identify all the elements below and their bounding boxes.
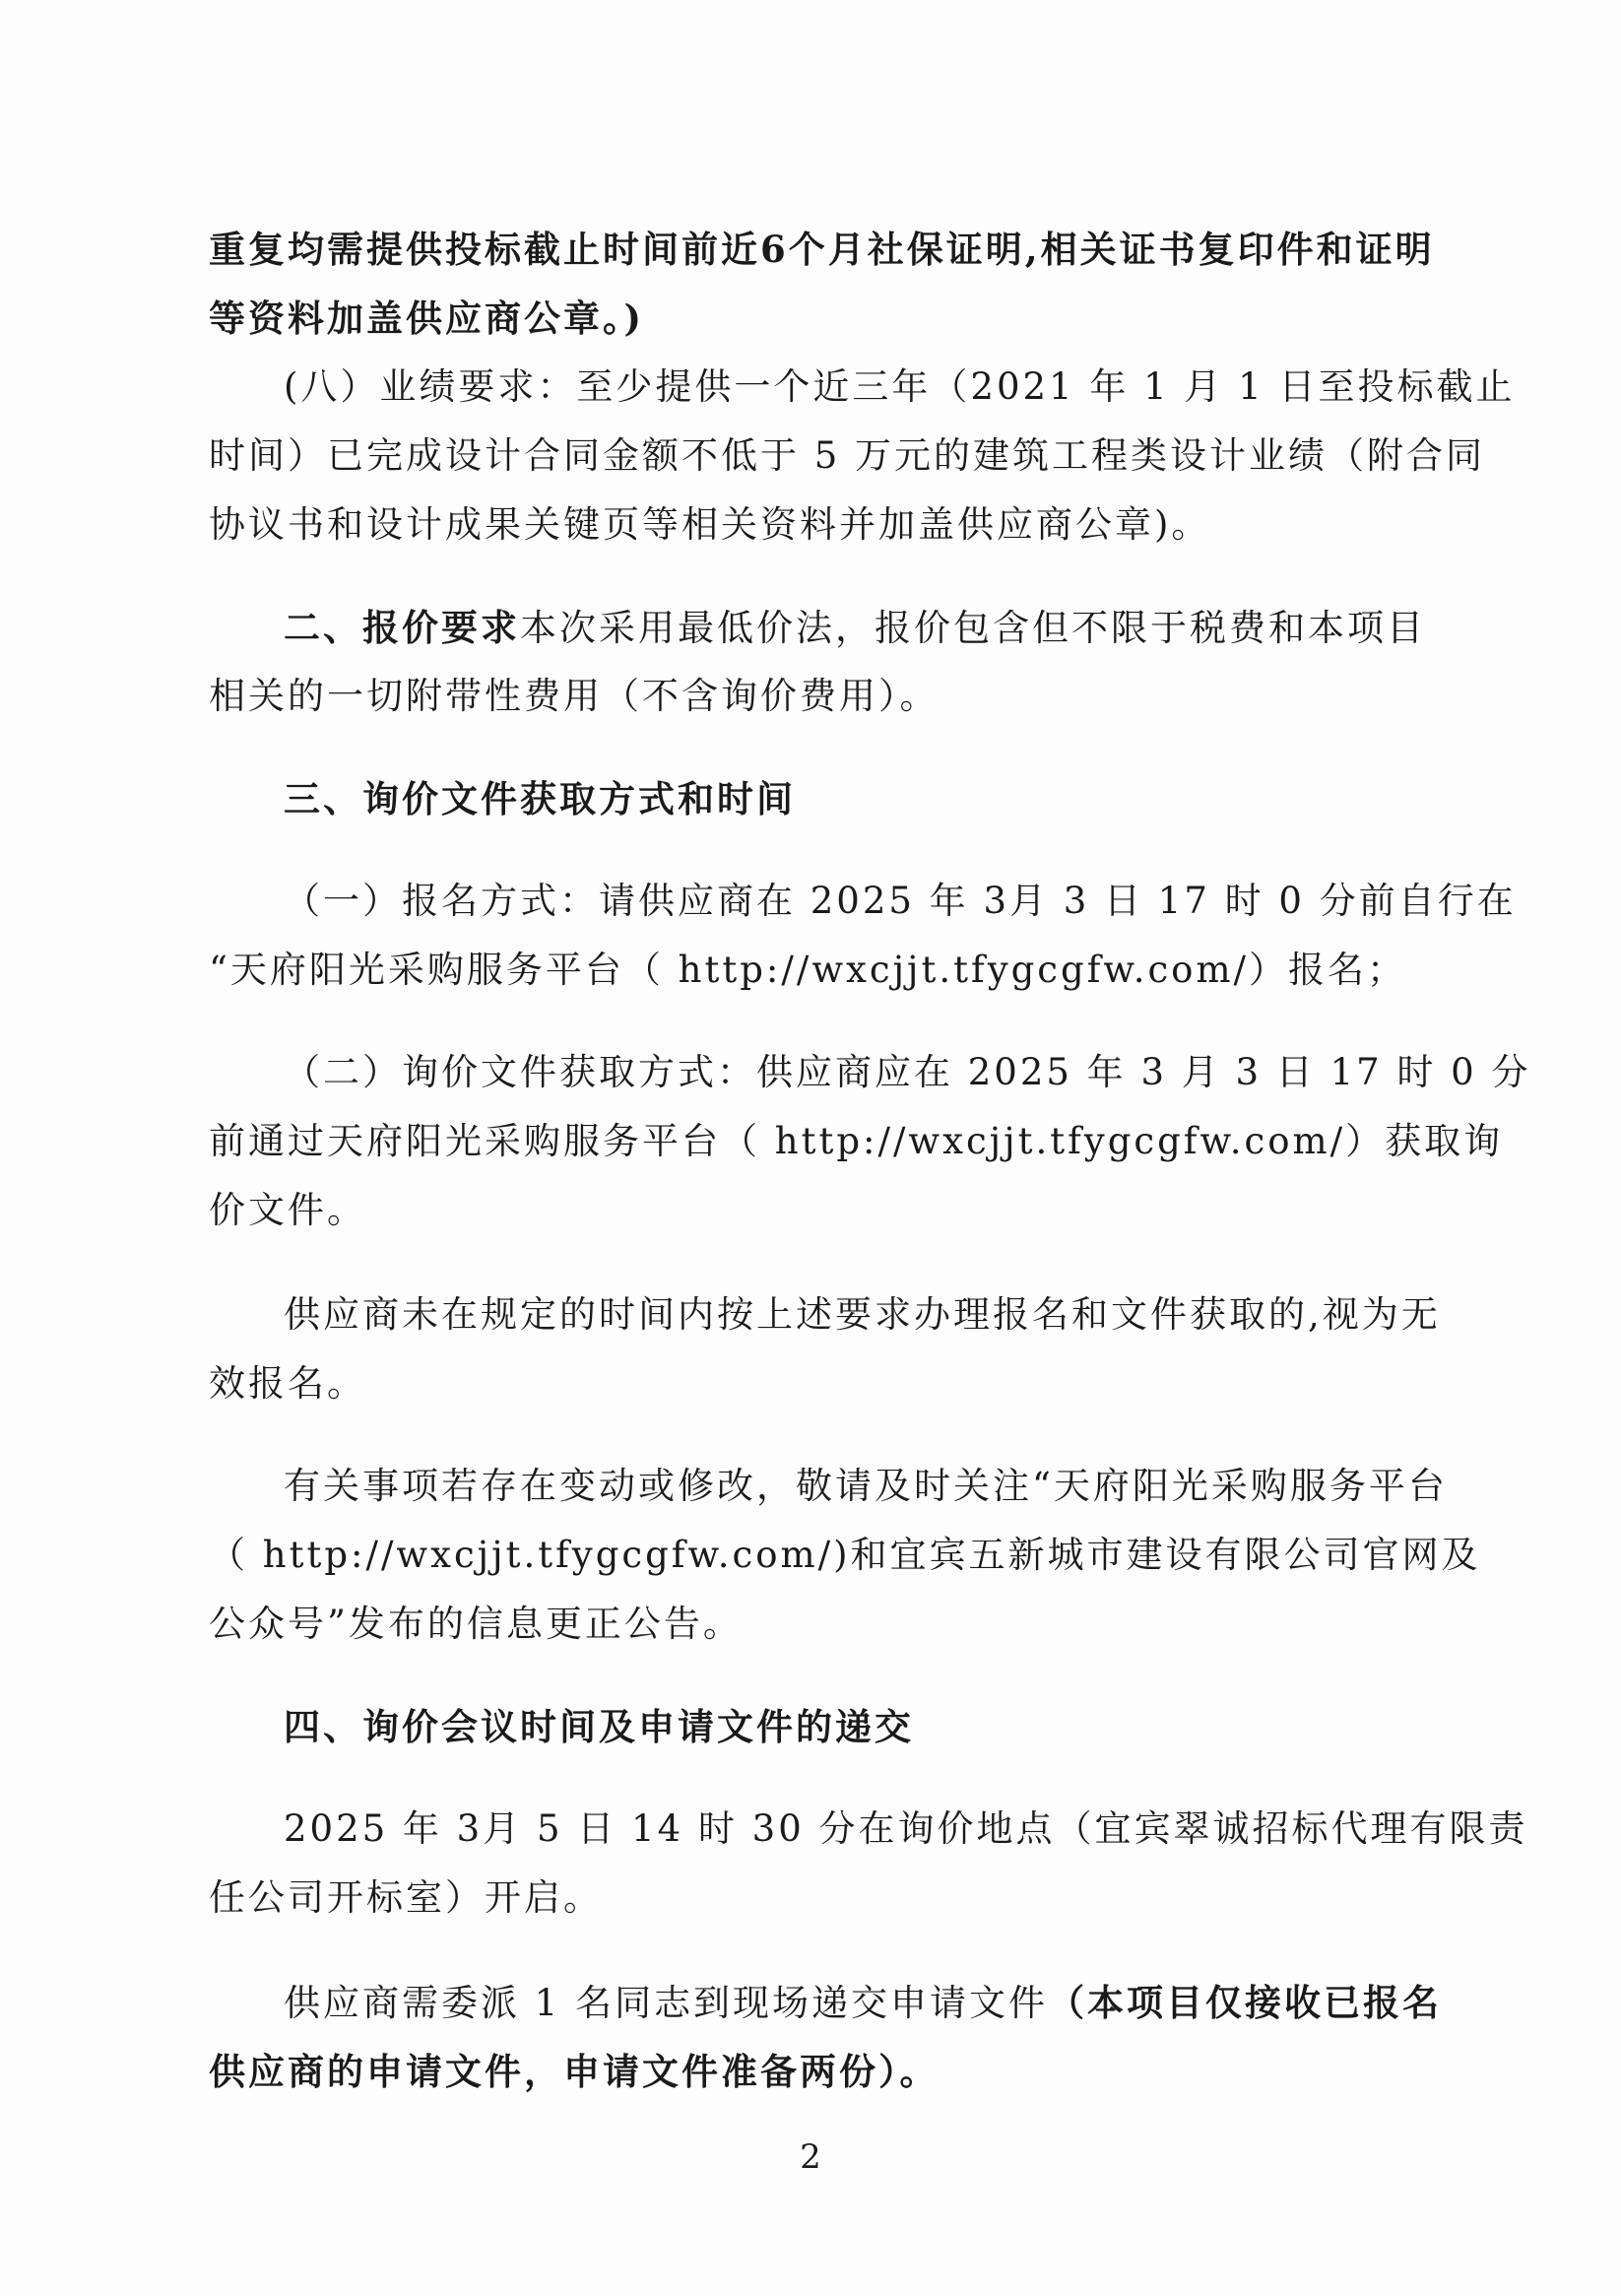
body-line: 时间）已完成设计合同金额不低于 5 万元的建筑工程类设计业绩（附合同 xyxy=(209,434,1486,477)
body-line: 等资料加盖供应商公章。) xyxy=(209,296,645,340)
section-heading: 二、报价要求 xyxy=(284,606,520,649)
body-text: 供应商需委派 1 名同志到现场递交申请文件 xyxy=(284,1982,1049,2024)
body-line: （ http://wxcjjt.tfygcgfw.com/)和宜宾五新城市建设有限公司官网及 xyxy=(209,1534,1481,1576)
body-line: 相关的一切附带性费用（不含询价费用）。 xyxy=(209,675,940,717)
section-heading: 四、询价会议时间及申请文件的递交 xyxy=(284,1705,914,1748)
body-text: 本次采用最低价法，报价包含但不限于税费和本项目 xyxy=(520,607,1426,649)
body-line: 任公司开标室）开启。 xyxy=(209,1876,603,1919)
body-line: 重复均需提供投标截止时间前近6个月社保证明,相关证书复印件和证明 xyxy=(209,228,1435,271)
body-line: 有关事项若存在变动或修改，敬请及时关注“天府阳光采购服务平台 xyxy=(284,1465,1448,1507)
body-line: 2025 年 3月 5 日 14 时 30 分在询价地点（宜宾翠诚招标代理有限责 xyxy=(284,1807,1528,1850)
body-line: 效报名。 xyxy=(209,1362,366,1405)
body-text-bold: （本项目仅接收已报名 xyxy=(1048,1981,1443,2024)
body-line: 价文件。 xyxy=(209,1189,366,1231)
body-line: 前通过天府阳光采购服务平台（ http://wxcjjt.tfygcgfw.com/）获取询 xyxy=(209,1120,1504,1162)
body-line: （二）询价文件获取方式：供应商应在 2025 年 3 月 3 日 17 时 0 分 xyxy=(284,1051,1531,1093)
body-line: 公众号”发布的信息更正公告。 xyxy=(209,1603,743,1645)
body-line: 供应商未在规定的时间内按上述要求办理报名和文件获取的,视为无 xyxy=(284,1293,1441,1336)
section-pricing xyxy=(284,603,1426,653)
section-heading: 三、询价文件获取方式和时间 xyxy=(284,777,796,820)
body-line: 供应商的申请文件，申请文件准备两份）。 xyxy=(209,2050,940,2093)
page-number: 2 xyxy=(800,2137,821,2177)
body-line: 协议书和设计成果关键页等相关资料并加盖供应商公章)。 xyxy=(209,503,1211,546)
body-line: (八）业绩要求：至少提供一个近三年（2021 年 1 月 1 日至投标截止 xyxy=(284,365,1516,408)
body-line xyxy=(284,1978,1443,2028)
body-line: “天府阳光采购服务平台（ http://wxcjjt.tfygcgfw.com/）报名； xyxy=(209,949,1407,991)
body-line: （一）报名方式：请供应商在 2025 年 3月 3 日 17 时 0 分前自行在 xyxy=(284,880,1517,922)
